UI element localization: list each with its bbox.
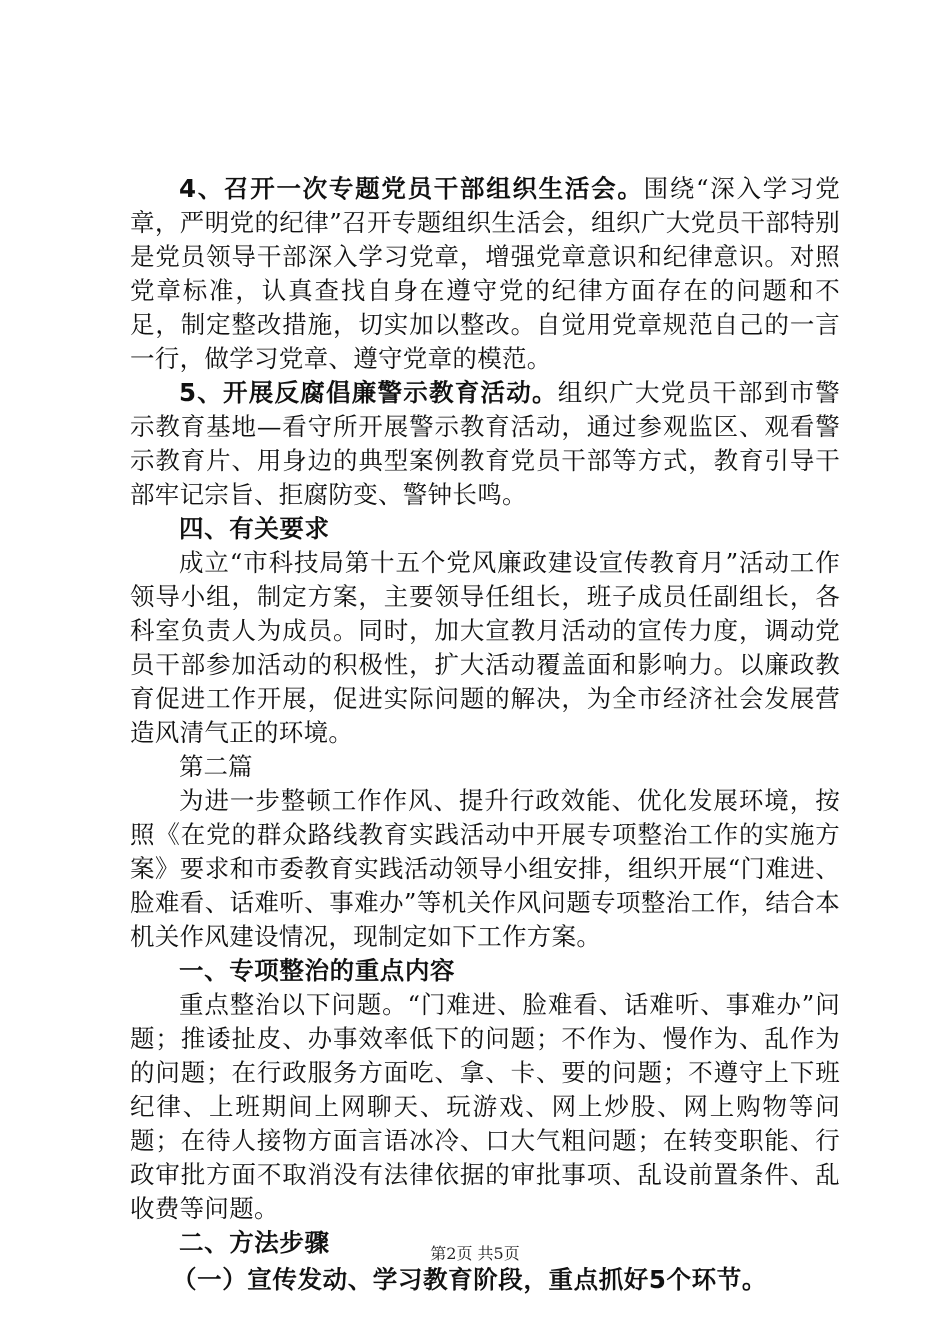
paragraph-item-5 [130,376,840,512]
paragraph-text-5: 组织广大党员干部到市警示教育基地—看守所开展警示教育活动，通过参观监区、观看警示教育片、用身边的典型案例教育党员干部等方式，教育引导干部牢记宗旨、拒腐防变、警钟长鸣。 [130,378,840,509]
paragraph-item-4 [130,172,840,376]
page-footer: 第2页 共5页 [430,1244,520,1263]
focus-paragraph: 重点整治以下问题。“门难进、脸难看、话难听、事难办”问题；推诿扯皮、办事效率低下的问题；不作为、慢作为、乱作为的问题；在行政服务方面吃、拿、卡、要的问题；不遵守上下班纪律、上班期间上网聊天、玩游戏、网上炒股、网上购物等问题；在待人接物方面言语冰冷、口大气粗问题；在转变职能、行政审批方面不取消没有法律依据的审批事项、乱设前置条件、乱收费等问题。 [130,990,840,1223]
section-heading-methods: 二、方法步骤 [179,1228,330,1257]
paragraph-lead-4: 4、召开一次专题党员干部组织生活会。 [179,174,644,203]
part-two-intro-paragraph: 为进一步整顿工作作风、提升行政效能、优化发展环境，按照《在党的群众路线教育实践活动中开展专项整治工作的实施方案》要求和市委教育实践活动领导小组安排，组织开展“门难进、脸难看、话难听、事难办”等机关作风问题专项整治工作，结合本机关作风建设情况，现制定如下工作方案。 [130,786,840,951]
part-two-label: 第二篇 [179,752,253,781]
section-heading-focus: 一、专项整治的重点内容 [179,956,456,985]
document-body [130,172,840,1300]
requirements-paragraph: 成立“市科技局第十五个党风廉政建设宣传教育月”活动工作领导小组，制定方案，主要领导任组长，班子成员任副组长，各科室负责人为成员。同时，加大宣教月活动的宣传力度，调动党员干部参加活动的积极性，扩大活动覆盖面和影响力。以廉政教育促进工作开展，促进实际问题的解决，为全市经济社会发展营造风清气正的环境。 [130,548,840,747]
paragraph-lead-5: 5、开展反腐倡廉警示教育活动。 [179,378,558,407]
paragraph-text-4: 围绕“深入学习党章，严明党的纪律”召开专题组织生活会，组织广大党员干部特别是党员领导干部深入学习党章，增强党章意识和纪律意识。对照党章标准，认真查找自身在遵守党的纪律方面存在的问题和不足，制定整改措施，切实加以整改。自觉用党章规范自己的一言一行，做学习党章、遵守党章的模范。 [130,174,840,373]
section-heading-requirements: 四、有关要求 [179,514,330,543]
step-one-heading: （一）宣传发动、学习教育阶段，重点抓好5个环节。 [172,1265,767,1294]
